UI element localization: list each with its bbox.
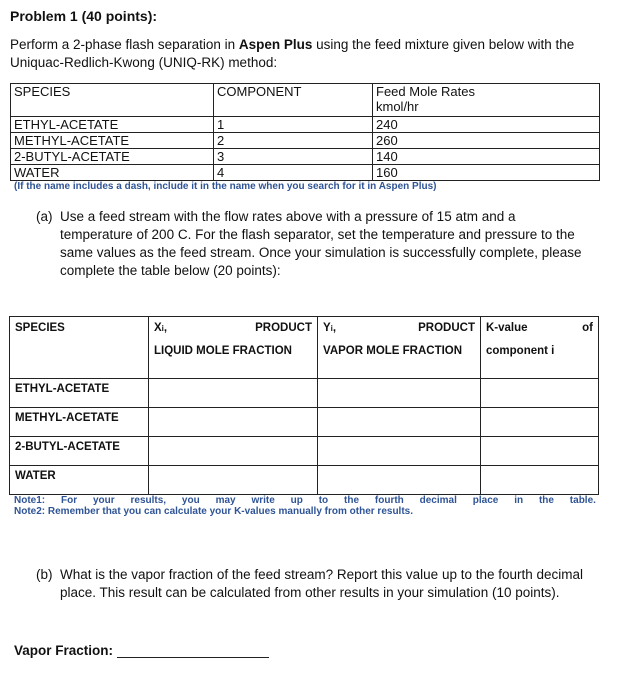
k-label: K-value <box>486 322 528 334</box>
note-word: table. <box>569 495 596 506</box>
vapor-fraction-label: Vapor Fraction: <box>14 643 114 658</box>
results-species-label: 2-BUTYL-ACETATE <box>15 441 120 453</box>
x-cell[interactable] <box>149 379 318 408</box>
x-cell[interactable] <box>149 408 318 437</box>
results-header-x: Xi, PRODUCT LIQUID MOLE FRACTION <box>149 317 318 379</box>
note-word: place <box>472 495 499 506</box>
y-subscript: i <box>330 324 333 333</box>
feed-header-rate-unit: kmol/hr <box>376 99 419 114</box>
part-b <box>36 566 596 602</box>
k-cell[interactable] <box>481 466 599 495</box>
y-cell[interactable] <box>318 437 481 466</box>
part-b-label: (b) <box>36 567 53 582</box>
y-symbol: Y <box>323 322 331 334</box>
note-word: the <box>538 495 554 506</box>
y-subheader: VAPOR MOLE FRACTION <box>323 345 463 357</box>
feed-table-note: (If the name includes a dash, include it in the name when you search for it in Aspen Plus) <box>14 181 437 192</box>
feed-header-species: SPECIES <box>11 84 214 117</box>
feed-table <box>10 83 600 181</box>
vapor-fraction-answer <box>14 643 269 658</box>
note-1 <box>14 495 596 506</box>
note-word: in <box>514 495 524 506</box>
results-header-y: Yi, PRODUCT VAPOR MOLE FRACTION <box>318 317 481 379</box>
feed-rate: 240 <box>373 117 600 133</box>
note-word: Note1: <box>14 495 46 506</box>
x-cell[interactable] <box>149 437 318 466</box>
intro-suffix: using the feed mixture given below with the Uniquac-Redlich-Kwong (UNIQ-RK) method: <box>10 37 575 70</box>
note-word: you <box>181 495 200 506</box>
y-cell[interactable] <box>318 408 481 437</box>
x-symbol: X <box>154 322 162 334</box>
feed-rate: 260 <box>373 133 600 149</box>
table-row <box>11 133 600 149</box>
feed-header-rate <box>373 84 600 117</box>
note-word: decimal <box>419 495 457 506</box>
results-header-k <box>481 317 599 379</box>
note-word: For <box>60 495 78 506</box>
feed-header-component: COMPONENT <box>214 84 373 117</box>
results-species-label: WATER <box>15 470 56 482</box>
results-species <box>10 466 149 495</box>
feed-table-header <box>11 84 600 117</box>
feed-species: WATER <box>11 165 214 181</box>
table-row <box>10 408 599 437</box>
note-word: results, <box>130 495 167 506</box>
feed-component: 4 <box>214 165 373 181</box>
note-word: the <box>344 495 360 506</box>
x-subscript: i <box>161 324 164 333</box>
results-species <box>10 437 149 466</box>
problem-intro <box>10 36 620 72</box>
feed-component: 2 <box>214 133 373 149</box>
part-a-text: Use a feed stream with the flow rates above with a pressure of 15 atm and a temperature of 200 C. For the flash separator, set the temperature and pressure to the same values as the feed stream. Once your simulation is successfully complete, please complete the table below (20 points): <box>60 209 582 278</box>
feed-component: 3 <box>214 149 373 165</box>
part-a <box>36 208 591 280</box>
note-word: up <box>290 495 303 506</box>
problem-title: Problem 1 (40 points): <box>10 8 158 24</box>
notes <box>14 495 596 517</box>
k-of: of <box>582 322 593 334</box>
feed-rate: 160 <box>373 165 600 181</box>
k-subheader: component i <box>486 345 555 357</box>
note-word: to <box>318 495 329 506</box>
results-species-label: ETHYL-ACETATE <box>15 383 110 395</box>
table-row <box>11 165 600 181</box>
note-word: your <box>92 495 115 506</box>
results-species-label: METHYL-ACETATE <box>15 412 119 424</box>
k-cell[interactable] <box>481 437 599 466</box>
vapor-fraction-blank[interactable] <box>117 643 269 658</box>
feed-species: METHYL-ACETATE <box>11 133 214 149</box>
intro-software: Aspen Plus <box>238 37 313 52</box>
feed-component: 1 <box>214 117 373 133</box>
part-b-text: What is the vapor fraction of the feed stream? Report this value up to the fourth decimal place. This result can be calculated from other results in your simulation (10 points). <box>60 567 584 600</box>
results-table <box>9 316 599 495</box>
note-2: Note2: Remember that you can calculate your K-values manually from other results. <box>14 506 414 517</box>
k-cell[interactable] <box>481 379 599 408</box>
feed-rate: 140 <box>373 149 600 165</box>
table-row <box>11 117 600 133</box>
results-header-species-label: SPECIES <box>15 322 65 334</box>
part-a-label: (a) <box>36 209 53 224</box>
note-word: fourth <box>374 495 404 506</box>
results-species <box>10 379 149 408</box>
table-row <box>11 149 600 165</box>
feed-species: ETHYL-ACETATE <box>11 117 214 133</box>
note-word: write <box>251 495 275 506</box>
intro-prefix: Perform a 2-phase flash separation in <box>10 37 239 52</box>
x-cell[interactable] <box>149 466 318 495</box>
y-cell[interactable] <box>318 466 481 495</box>
k-cell[interactable] <box>481 408 599 437</box>
y-product: PRODUCT <box>418 322 475 334</box>
note-word: may <box>215 495 236 506</box>
results-species <box>10 408 149 437</box>
x-subheader: LIQUID MOLE FRACTION <box>154 345 292 357</box>
y-cell[interactable] <box>318 379 481 408</box>
table-row <box>10 379 599 408</box>
table-row <box>10 466 599 495</box>
results-table-header <box>10 317 599 379</box>
feed-header-rate-label: Feed Mole Rates <box>376 84 475 99</box>
feed-species: 2-BUTYL-ACETATE <box>11 149 214 165</box>
results-header-species <box>10 317 149 379</box>
table-row <box>10 437 599 466</box>
x-product: PRODUCT <box>255 322 312 334</box>
